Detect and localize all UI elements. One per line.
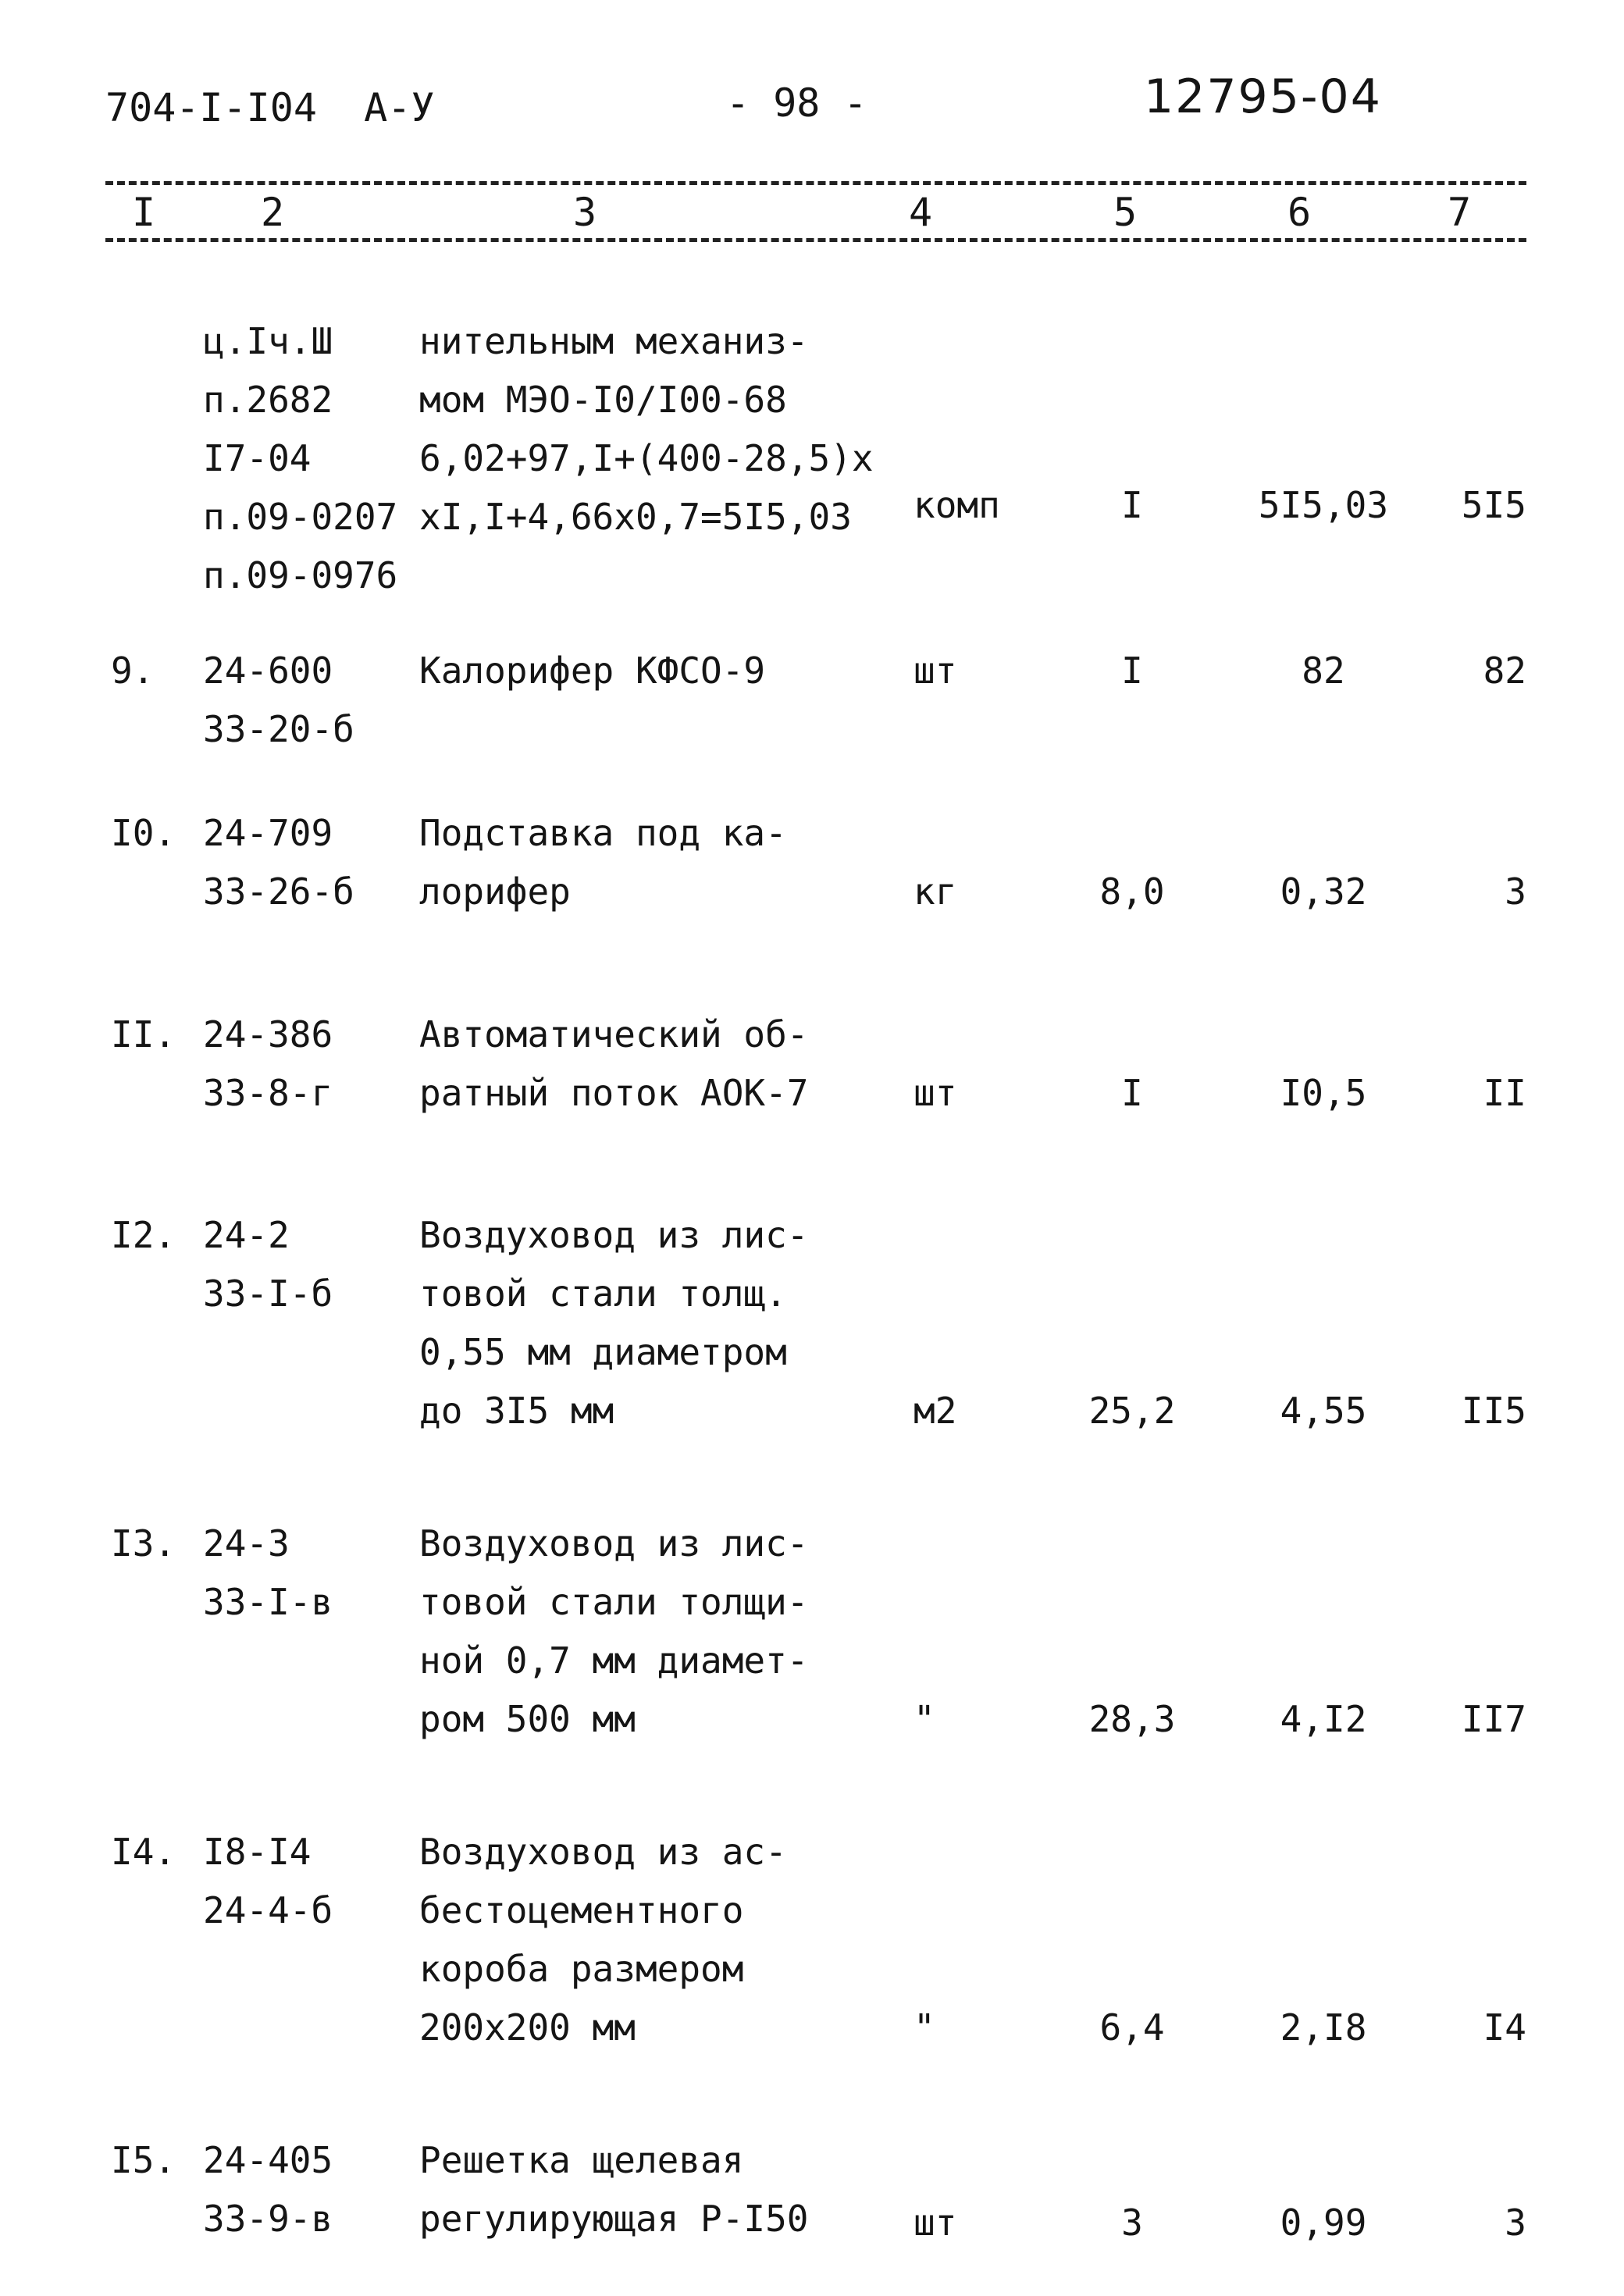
- row-price: 4,55: [1280, 1390, 1367, 1432]
- row-number: I0.: [111, 812, 176, 854]
- row-total: I4: [1483, 2006, 1526, 2049]
- row-total: II5: [1461, 1390, 1526, 1432]
- row-total: 3: [1505, 2202, 1526, 2244]
- row-unit: шт: [914, 2202, 957, 2244]
- row-unit: м2: [914, 1390, 957, 1432]
- row-unit: шт: [914, 650, 957, 692]
- row-price: 4,I2: [1280, 1698, 1367, 1740]
- row-description: Подставка под ка- лорифер: [419, 812, 787, 913]
- row-unit: кг: [914, 870, 957, 913]
- row-quantity: 28,3: [1088, 1698, 1176, 1740]
- row-quantity: 8,0: [1099, 870, 1165, 913]
- row-total: 5I5: [1461, 484, 1526, 526]
- row-code: 24-3 33-I-в: [203, 1522, 333, 1623]
- row-unit: комп: [914, 484, 1000, 526]
- row-quantity: 3: [1121, 2202, 1143, 2244]
- row-number: II.: [111, 1013, 176, 1055]
- row-description: нительным механиз- мом МЭО-I0/I00-68 6,02+97,I+(400-28,5)х хI,I+4,66х0,7=5I5,03: [419, 320, 874, 538]
- row-price: 5I5,03: [1258, 484, 1389, 526]
- row-number: I3.: [111, 1522, 176, 1564]
- row-code: 24-709 33-26-б: [203, 812, 354, 913]
- row-number: 9.: [111, 650, 155, 692]
- row-code: I8-I4 24-4-б: [203, 1831, 333, 1931]
- column-number-3: 3: [570, 190, 600, 234]
- document-code: 704-I-I04 А-У: [105, 85, 435, 130]
- row-description: Воздуховод из ас- бестоцементного короба размером 200х200 мм: [419, 1831, 787, 2049]
- dashed-rule-bottom: [105, 238, 1526, 242]
- row-price: 0,32: [1280, 870, 1367, 913]
- row-code: 24-2 33-I-б: [203, 1214, 333, 1315]
- row-description: Воздуховод из лис- товой стали толщи- ной 0,7 мм диамет- ром 500 мм: [419, 1522, 809, 1740]
- row-price: 82: [1302, 650, 1345, 692]
- row-quantity: I: [1121, 1072, 1143, 1114]
- row-quantity: I: [1121, 650, 1143, 692]
- column-number-7: 7: [1444, 190, 1474, 234]
- row-description: Автоматический об- ратный поток АОК-7: [419, 1013, 809, 1114]
- row-quantity: I: [1121, 484, 1143, 526]
- row-total: II: [1483, 1072, 1526, 1114]
- row-unit: ": [914, 1698, 935, 1740]
- page-number: - 98 -: [726, 80, 867, 126]
- row-code: 24-600 33-20-б: [203, 650, 354, 750]
- row-quantity: 6,4: [1099, 2006, 1165, 2049]
- column-number-1: I: [129, 190, 158, 234]
- row-total: 82: [1483, 650, 1526, 692]
- handwritten-stamp: 12795-04: [1144, 69, 1382, 124]
- column-number-5: 5: [1110, 190, 1140, 234]
- row-total: 3: [1505, 870, 1526, 913]
- row-number: I4.: [111, 1831, 176, 1873]
- row-description: Калорифер КФСО-9: [419, 650, 766, 692]
- row-total: II7: [1461, 1698, 1526, 1740]
- row-description: Решетка щелевая регулирующая Р-I50: [419, 2139, 809, 2240]
- row-description: Воздуховод из лис- товой стали толщ. 0,55 мм диаметром до 3I5 мм: [419, 1214, 809, 1432]
- row-number: I5.: [111, 2139, 176, 2181]
- row-unit: ": [914, 2006, 935, 2049]
- row-code: 24-386 33-8-г: [203, 1013, 333, 1114]
- row-number: I2.: [111, 1214, 176, 1256]
- row-price: I0,5: [1280, 1072, 1367, 1114]
- row-quantity: 25,2: [1088, 1390, 1176, 1432]
- row-price: 2,I8: [1280, 2006, 1367, 2049]
- column-number-6: 6: [1284, 190, 1314, 234]
- column-number-4: 4: [906, 190, 935, 234]
- row-unit: шт: [914, 1072, 957, 1114]
- row-code: ц.Iч.Ш п.2682 I7-04 п.09-0207 п.09-0976: [203, 320, 398, 596]
- dashed-rule-top: [105, 181, 1526, 185]
- column-number-2: 2: [258, 190, 287, 234]
- row-code: 24-405 33-9-в: [203, 2139, 333, 2240]
- row-price: 0,99: [1280, 2202, 1367, 2244]
